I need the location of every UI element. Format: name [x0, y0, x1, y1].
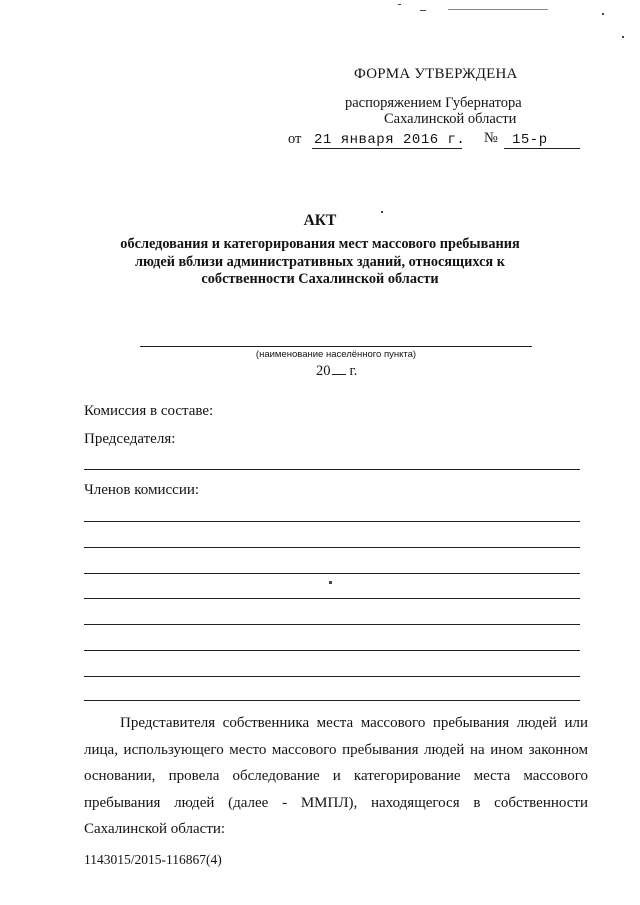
number-underline — [504, 148, 580, 149]
approval-order-line-2: Сахалинской области — [384, 111, 517, 127]
year-blank[interactable] — [332, 362, 346, 375]
member-line[interactable] — [84, 700, 580, 701]
form-approved-heading: ФОРМА УТВЕРЖДЕНА — [354, 66, 518, 82]
act-title: АКТ — [303, 212, 337, 229]
number-label: № — [484, 130, 498, 146]
from-label: от — [288, 131, 302, 147]
scan-speck — [329, 581, 332, 584]
scan-speck — [420, 10, 426, 11]
member-line[interactable] — [84, 650, 580, 651]
member-line[interactable] — [84, 598, 580, 599]
scan-speck — [622, 36, 624, 38]
member-line[interactable] — [84, 624, 580, 625]
member-line[interactable] — [84, 676, 580, 677]
chairman-line[interactable] — [84, 469, 580, 470]
year-row — [316, 362, 357, 380]
year-suffix: г. — [349, 363, 358, 379]
approval-date: 21 января 2016 г. — [314, 132, 466, 148]
scan-speck — [398, 4, 401, 5]
member-line[interactable] — [84, 573, 580, 574]
scan-speck — [448, 9, 548, 10]
settlement-caption: (наименование населённого пункта) — [255, 349, 417, 360]
approval-number: 15-р — [512, 132, 548, 148]
approval-date-row — [288, 129, 588, 149]
settlement-name-line[interactable] — [140, 346, 532, 347]
date-underline — [312, 148, 462, 149]
act-subtitle: обследования и категорирования мест массового пребывания людей вблизи административных зданий, относящихся к собственности Сахалинской области — [120, 236, 520, 287]
approval-order-line-1: распоряжением Губернатора — [345, 95, 522, 111]
member-line[interactable] — [84, 547, 580, 548]
document-id: 1143015/2015-116867(4) — [84, 852, 222, 867]
scan-speck — [602, 13, 604, 15]
member-line[interactable] — [84, 521, 580, 522]
body-paragraph: Представителя собственника места массового пребывания людей или лица, использующего место массового пребывания людей на ином законном основании, провела обследование и категорирование места массового пребывания людей (далее - ММПЛ), находящегося в собственности Сахалинской области: — [84, 715, 588, 837]
commission-composition-label: Комиссия в составе: — [84, 403, 214, 419]
members-label: Членов комиссии: — [84, 482, 200, 498]
chairman-label: Председателя: — [84, 431, 176, 447]
year-prefix: 20 — [316, 363, 331, 379]
